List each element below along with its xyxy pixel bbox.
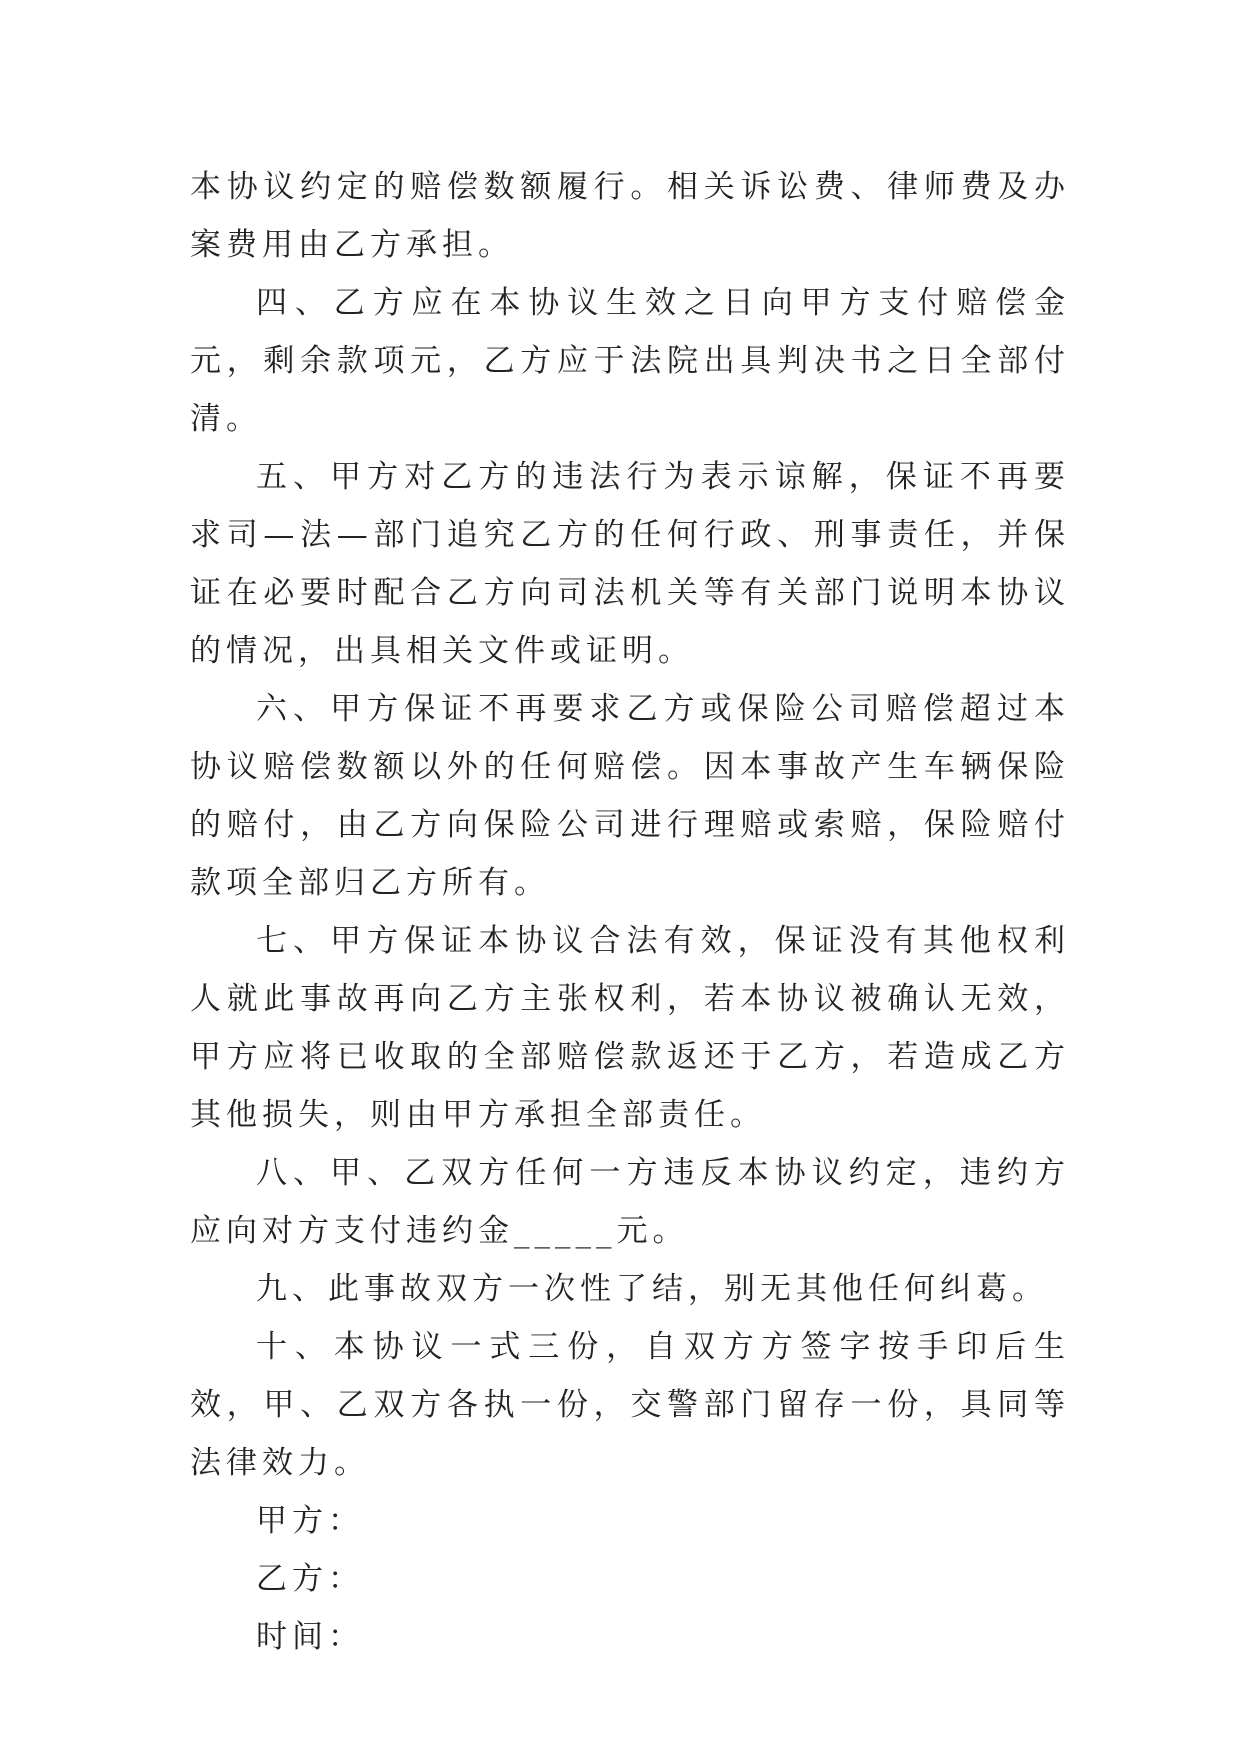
paragraph-clause-10: 十、本协议一式三份，自双方方签字按手印后生效，甲、乙双方各执一份，交警部门留存一份，具同等法律效力。 xyxy=(190,1329,1070,1481)
signature-party-a: 甲方： xyxy=(256,1503,364,1539)
document-body xyxy=(190,158,1070,1666)
paragraph-clause-8: 八、甲、乙双方任何一方违反本协议约定，违约方应向对方支付违约金_____元。 xyxy=(190,1155,1070,1249)
paragraph-clause-9: 九、此事故双方一次性了结，别无其他任何纠葛。 xyxy=(256,1271,1048,1307)
signature-party-b: 乙方： xyxy=(256,1561,364,1597)
paragraph-clause-4: 四、乙方应在本协议生效之日向甲方支付赔偿金元，剩余款项元，乙方应于法院出具判决书之日全部付清。 xyxy=(190,285,1070,437)
paragraph-continued: 本协议约定的赔偿数额履行。相关诉讼费、律师费及办案费用由乙方承担。 xyxy=(190,169,1070,263)
paragraph-clause-7: 七、甲方保证本协议合法有效，保证没有其他权利人就此事故再向乙方主张权利，若本协议被确认无效，甲方应将已收取的全部赔偿款返还于乙方，若造成乙方其他损失，则由甲方承担全部责任。 xyxy=(190,923,1070,1133)
signature-date: 时间： xyxy=(256,1619,364,1655)
paragraph-clause-6: 六、甲方保证不再要求乙方或保险公司赔偿超过本协议赔偿数额以外的任何赔偿。因本事故产生车辆保险的赔付，由乙方向保险公司进行理赔或索赔，保险赔付款项全部归乙方所有。 xyxy=(190,691,1070,901)
paragraph-clause-5: 五、甲方对乙方的违法行为表示谅解，保证不再要求司—法—部门追究乙方的任何行政、刑事责任，并保证在必要时配合乙方向司法机关等有关部门说明本协议的情况，出具相关文件或证明。 xyxy=(190,459,1070,669)
